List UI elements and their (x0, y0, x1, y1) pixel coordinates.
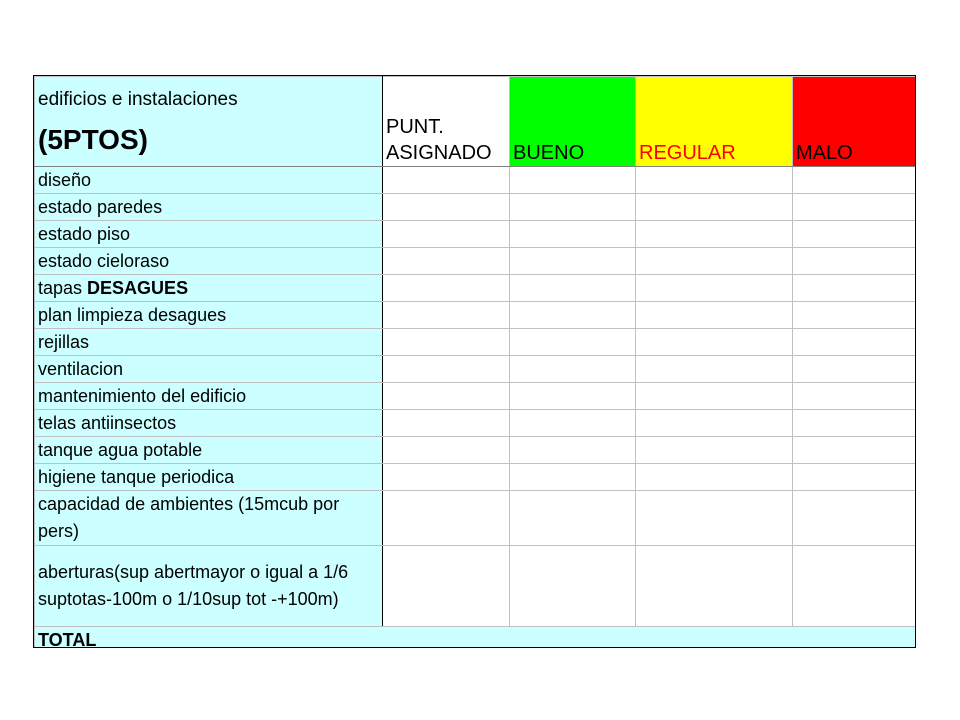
cell-malo[interactable] (793, 383, 917, 410)
cell-malo[interactable] (793, 464, 917, 491)
row-label: diseño (35, 167, 383, 194)
cell-punt[interactable] (383, 248, 510, 275)
row-label: mantenimiento del edificio (35, 383, 383, 410)
table-row (35, 248, 917, 275)
total-cell-regular (636, 627, 793, 649)
cell-bueno[interactable] (510, 167, 636, 194)
column-header-punt-asignado (383, 77, 510, 167)
cell-punt[interactable] (383, 464, 510, 491)
cell-punt[interactable] (383, 437, 510, 464)
row-label: plan limpieza desagues (35, 302, 383, 329)
total-cell-malo (793, 627, 917, 649)
row-label: estado cieloraso (35, 248, 383, 275)
cell-malo[interactable] (793, 248, 917, 275)
row-label: estado piso (35, 221, 383, 248)
cell-regular[interactable] (636, 383, 793, 410)
row-label-bold-text: DESAGUES (87, 278, 189, 298)
cell-punt[interactable] (383, 491, 510, 546)
section-header-cell (35, 77, 383, 167)
table-row (35, 221, 917, 248)
evaluation-table-sheet (33, 75, 916, 648)
total-cell-bueno (510, 627, 636, 649)
column-header-bueno: BUENO (510, 77, 636, 167)
cell-malo[interactable] (793, 329, 917, 356)
cell-regular[interactable] (636, 275, 793, 302)
table-row (35, 410, 917, 437)
table-row (35, 302, 917, 329)
evaluation-table (34, 76, 916, 648)
table-row (35, 275, 917, 302)
cell-regular[interactable] (636, 302, 793, 329)
cell-bueno[interactable] (510, 356, 636, 383)
table-row (35, 356, 917, 383)
cell-bueno[interactable] (510, 248, 636, 275)
cell-punt[interactable] (383, 302, 510, 329)
cell-punt[interactable] (383, 329, 510, 356)
cell-regular[interactable] (636, 491, 793, 546)
column-header-regular: REGULAR (636, 77, 793, 167)
cell-regular[interactable] (636, 437, 793, 464)
cell-bueno[interactable] (510, 491, 636, 546)
cell-regular[interactable] (636, 167, 793, 194)
row-label: higiene tanque periodica (35, 464, 383, 491)
total-row (35, 627, 917, 649)
row-label (35, 275, 383, 302)
cell-punt[interactable] (383, 167, 510, 194)
table-row (35, 167, 917, 194)
section-points: (5PTOS) (38, 124, 148, 155)
punt-line2: ASIGNADO (386, 142, 492, 164)
total-label: TOTAL (35, 627, 383, 649)
cell-regular[interactable] (636, 546, 793, 627)
cell-bueno[interactable] (510, 194, 636, 221)
table-row (35, 491, 917, 546)
cell-bueno[interactable] (510, 437, 636, 464)
cell-bueno[interactable] (510, 302, 636, 329)
cell-bueno[interactable] (510, 275, 636, 302)
cell-malo[interactable] (793, 302, 917, 329)
cell-regular[interactable] (636, 248, 793, 275)
header-row (35, 77, 917, 167)
table-row (35, 329, 917, 356)
cell-regular[interactable] (636, 221, 793, 248)
section-title: edificios e instalaciones (38, 89, 238, 110)
cell-bueno[interactable] (510, 546, 636, 627)
cell-regular[interactable] (636, 410, 793, 437)
cell-punt[interactable] (383, 194, 510, 221)
row-label: ventilacion (35, 356, 383, 383)
cell-bueno[interactable] (510, 383, 636, 410)
cell-punt[interactable] (383, 546, 510, 627)
cell-malo[interactable] (793, 356, 917, 383)
cell-bueno[interactable] (510, 221, 636, 248)
cell-regular[interactable] (636, 194, 793, 221)
cell-punt[interactable] (383, 383, 510, 410)
total-cell-punt (383, 627, 510, 649)
cell-malo[interactable] (793, 491, 917, 546)
cell-punt[interactable] (383, 275, 510, 302)
cell-punt[interactable] (383, 356, 510, 383)
punt-line1: PUNT. (386, 116, 444, 138)
row-label: rejillas (35, 329, 383, 356)
cell-malo[interactable] (793, 167, 917, 194)
cell-malo[interactable] (793, 546, 917, 627)
cell-bueno[interactable] (510, 464, 636, 491)
column-header-malo: MALO (793, 77, 917, 167)
cell-bueno[interactable] (510, 329, 636, 356)
row-label: estado paredes (35, 194, 383, 221)
row-label-text: tapas (38, 278, 88, 298)
table-row (35, 464, 917, 491)
table-row (35, 194, 917, 221)
row-label: capacidad de ambientes (15mcub por pers) (35, 491, 383, 546)
row-label: aberturas(sup abertmayor o igual a 1/6 suptotas-100m o 1/10sup tot -+100m) (35, 546, 383, 627)
cell-regular[interactable] (636, 464, 793, 491)
cell-malo[interactable] (793, 194, 917, 221)
table-row (35, 383, 917, 410)
cell-punt[interactable] (383, 221, 510, 248)
row-label: tanque agua potable (35, 437, 383, 464)
cell-bueno[interactable] (510, 410, 636, 437)
table-row (35, 437, 917, 464)
cell-malo[interactable] (793, 221, 917, 248)
cell-punt[interactable] (383, 410, 510, 437)
cell-malo[interactable] (793, 275, 917, 302)
cell-regular[interactable] (636, 356, 793, 383)
cell-malo[interactable] (793, 410, 917, 437)
row-label: telas antiinsectos (35, 410, 383, 437)
cell-regular[interactable] (636, 329, 793, 356)
table-row (35, 546, 917, 627)
cell-malo[interactable] (793, 437, 917, 464)
